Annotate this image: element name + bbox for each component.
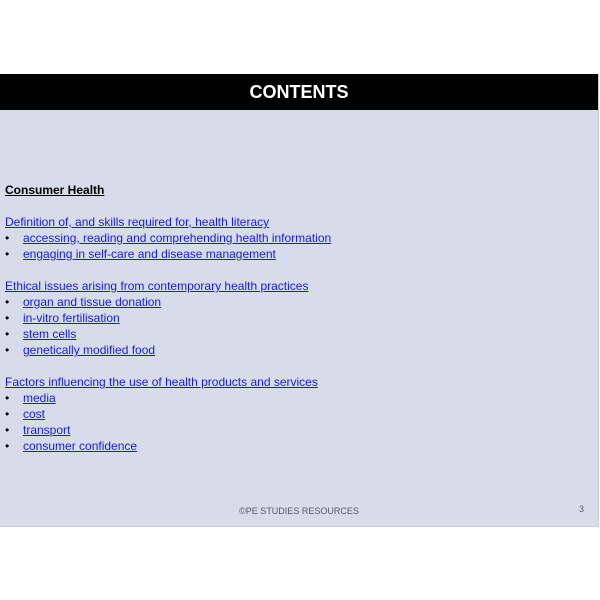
list-item	[5, 390, 585, 406]
item-link[interactable]: in-vitro fertilisation	[23, 311, 120, 325]
item-link[interactable]: transport	[23, 423, 71, 437]
bullet-icon: •	[5, 295, 10, 309]
bullet-icon: •	[5, 247, 10, 261]
item-link[interactable]: consumer confidence	[23, 439, 138, 453]
item-link[interactable]: stem cells	[23, 327, 77, 341]
list-item	[5, 294, 585, 310]
list-item	[5, 438, 585, 454]
bullet-icon: •	[5, 439, 10, 453]
list-item	[5, 342, 585, 358]
bullet-icon: •	[5, 423, 10, 437]
item-link[interactable]: engaging in self-care and disease management	[23, 247, 276, 261]
contents-group	[5, 374, 585, 454]
list-item	[5, 310, 585, 326]
section-heading: Consumer Health	[5, 183, 105, 197]
list-item	[5, 422, 585, 438]
item-link[interactable]: organ and tissue donation	[23, 295, 162, 309]
bullet-icon: •	[5, 391, 10, 405]
item-link[interactable]: media	[23, 391, 56, 405]
bullet-icon: •	[5, 407, 10, 421]
bullet-icon: •	[5, 327, 10, 341]
bullet-icon: •	[5, 343, 10, 357]
group-title-link[interactable]: Ethical issues arising from contemporary health practices	[5, 279, 309, 293]
bullet-icon: •	[5, 311, 10, 325]
bullet-list	[5, 230, 585, 262]
copyright-footer: ©PE STUDIES RESOURCES	[239, 506, 359, 516]
list-item	[5, 406, 585, 422]
page-number: 3	[578, 504, 584, 514]
bullet-list	[5, 294, 585, 358]
group-title-link[interactable]: Definition of, and skills required for, health literacy	[5, 215, 270, 229]
item-link[interactable]: accessing, reading and comprehending health information	[23, 231, 332, 245]
item-link[interactable]: genetically modified food	[23, 343, 156, 357]
item-link[interactable]: cost	[23, 407, 46, 421]
group-title-link[interactable]: Factors influencing the use of health products and services	[5, 375, 318, 389]
slide	[0, 74, 599, 527]
contents-group	[5, 214, 585, 262]
list-item	[5, 246, 585, 262]
bullet-list	[5, 390, 585, 454]
contents-group	[5, 278, 585, 358]
contents-list	[5, 182, 585, 470]
list-item	[5, 326, 585, 342]
slide-title: CONTENTS	[0, 74, 598, 110]
list-item	[5, 230, 585, 246]
bullet-icon: •	[5, 231, 10, 245]
